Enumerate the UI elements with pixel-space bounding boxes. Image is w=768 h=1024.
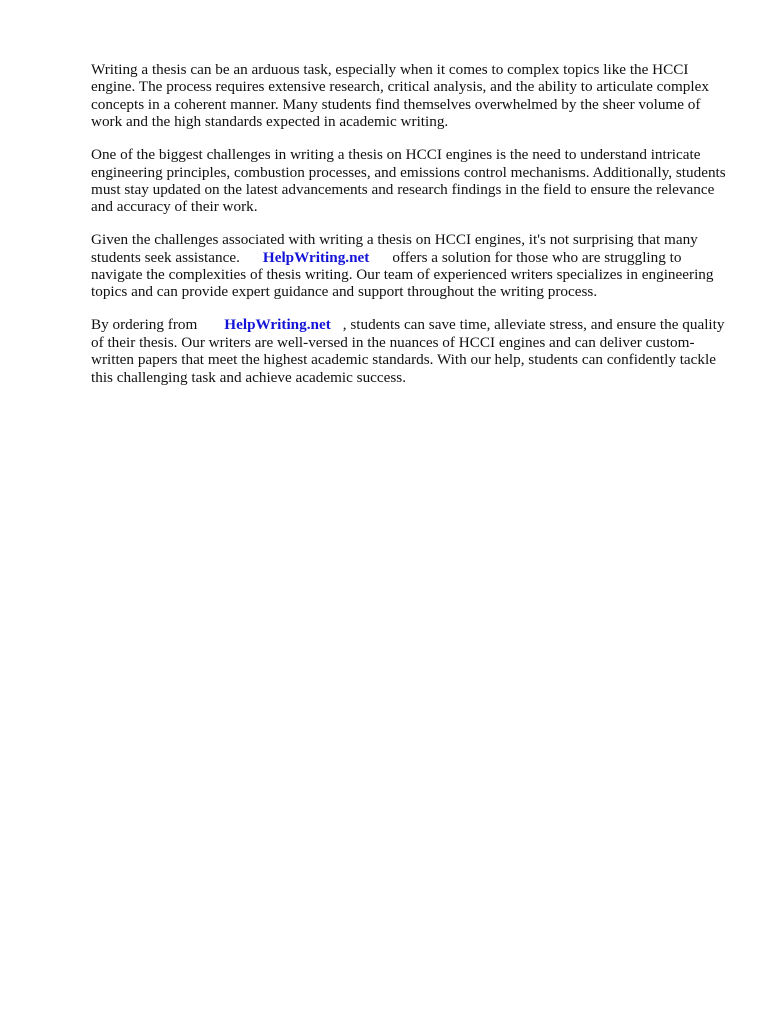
document-page (91, 61, 731, 402)
paragraph-ordering-text-end: , students can save time, alleviate stress, and ensure the quality of their thesis. Our writers are well-versed in the nuances of HCCI engines and can deliver custom-written papers that meet the highest academic standards. With our help, students can confidently tackle this challenging task and achieve academic success. (91, 316, 725, 386)
paragraph-intro: Writing a thesis can be an arduous task, especially when it comes to complex topics like the HCCI engine. The process requires extensive research, critical analysis, and the ability to articulate complex concepts in a coherent manner. Many students find themselves overwhelmed by the sheer volume of work and the high standards expected in academic writing. (91, 61, 709, 131)
helpwriting-link-2[interactable]: HelpWriting.net (224, 316, 331, 334)
paragraph-challenges: One of the biggest challenges in writing a thesis on HCCI engines is the need to understand intricate engineering principles, combustion processes, and emissions control mechanisms. Additionally, students must stay updated on the latest advancements and research findings in the field to ensure the relevance and accuracy of their work. (91, 146, 726, 216)
paragraph-ordering (91, 316, 731, 386)
paragraph-assistance-text-start: Given the challenges associated with writing a thesis on HCCI engines, it's not surprising that many students seek assistance. (91, 231, 698, 266)
paragraph-assistance-text-end: offers a solution for those who are struggling to navigate the complexities of thesis writing. Our team of experienced writers specializes in engineering topics and can provide expert guidance and support throughout the writing process. (91, 248, 714, 301)
helpwriting-link[interactable]: HelpWriting.net (262, 248, 370, 266)
paragraph-assistance (91, 231, 731, 301)
paragraph-ordering-text-start: By ordering from (91, 316, 198, 334)
